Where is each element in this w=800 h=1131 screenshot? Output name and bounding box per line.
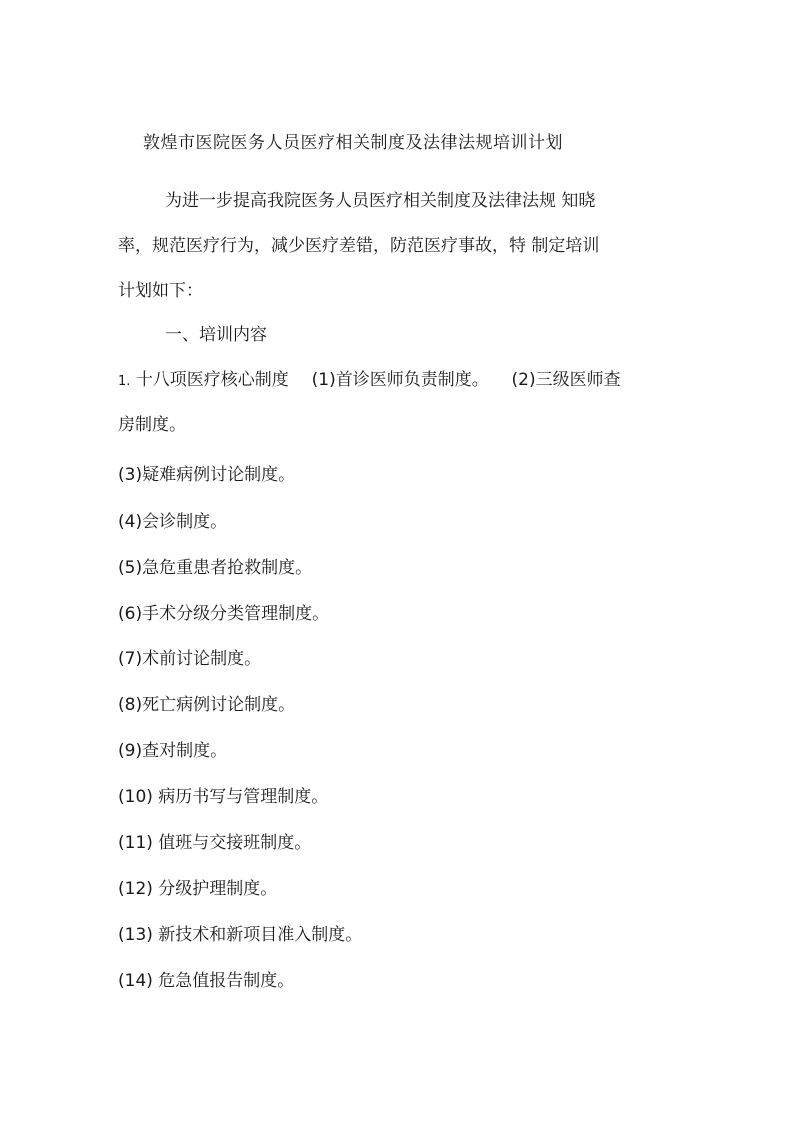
- item-text: 手术分级分类管理制度。: [142, 604, 330, 624]
- item-number: (6): [118, 604, 143, 624]
- list-item: [118, 644, 261, 669]
- item-text: 死亡病例讨论制度。: [142, 695, 296, 715]
- sub-item-text: 三级医师查: [535, 370, 621, 390]
- item-text: 急危重患者抢救制度。: [142, 558, 313, 578]
- item-number: (8): [118, 695, 143, 715]
- intro-line-2: 率，规范医疗行为，减少医疗差错，防范医疗事故，特 制定培训: [118, 236, 600, 256]
- item-number: (11): [118, 833, 153, 853]
- list-item: [118, 507, 227, 532]
- item-text: 危急值报告制度。: [152, 971, 295, 991]
- item-number: 1.: [118, 374, 131, 389]
- item-number: (9): [118, 741, 143, 761]
- item-number: (10): [118, 787, 153, 807]
- list-item: [118, 782, 328, 807]
- item-text: 值班与交接班制度。: [152, 833, 312, 853]
- item-text: 病历书写与管理制度。: [152, 787, 329, 807]
- list-item: [118, 966, 294, 991]
- list-item: [118, 599, 329, 624]
- item-text: 新技术和新项目准入制度。: [152, 925, 363, 945]
- item-number: (12): [118, 879, 153, 899]
- item-number: (4): [118, 512, 143, 532]
- document-title: 敦煌市医院医务人员医疗相关制度及法律法规培训计划: [143, 133, 563, 153]
- intro-line-1: 为进一步提高我院医务人员医疗相关制度及法律法规 知晓: [165, 191, 596, 211]
- sub-item-number: (2): [511, 370, 536, 390]
- list-item: [118, 736, 227, 761]
- list-item-1-continuation: 房制度。: [118, 415, 186, 435]
- item-number: (13): [118, 925, 153, 945]
- list-item: [118, 553, 312, 578]
- item-number: (5): [118, 558, 143, 578]
- list-item-1: [118, 365, 621, 390]
- item-text: 会诊制度。: [142, 512, 228, 532]
- intro-line-3: 计划如下：: [118, 281, 203, 301]
- item-number: (3): [118, 465, 143, 485]
- section-heading: 一、培训内容: [165, 325, 267, 345]
- item-label: 十八项医疗核心制度: [135, 370, 289, 390]
- item-text: 分级护理制度。: [152, 879, 278, 899]
- list-item: [118, 874, 277, 899]
- item-number: (14): [118, 971, 153, 991]
- item-text: 术前讨论制度。: [142, 649, 262, 669]
- list-item: [118, 690, 295, 715]
- sub-item-text: 首诊医师负责制度。: [335, 370, 489, 390]
- item-text: 查对制度。: [142, 741, 228, 761]
- list-item: [118, 920, 362, 945]
- item-number: (7): [118, 649, 143, 669]
- sub-item-number: (1): [311, 370, 336, 390]
- list-item: [118, 460, 295, 485]
- list-item: [118, 828, 311, 853]
- item-text: 疑难病例讨论制度。: [142, 465, 296, 485]
